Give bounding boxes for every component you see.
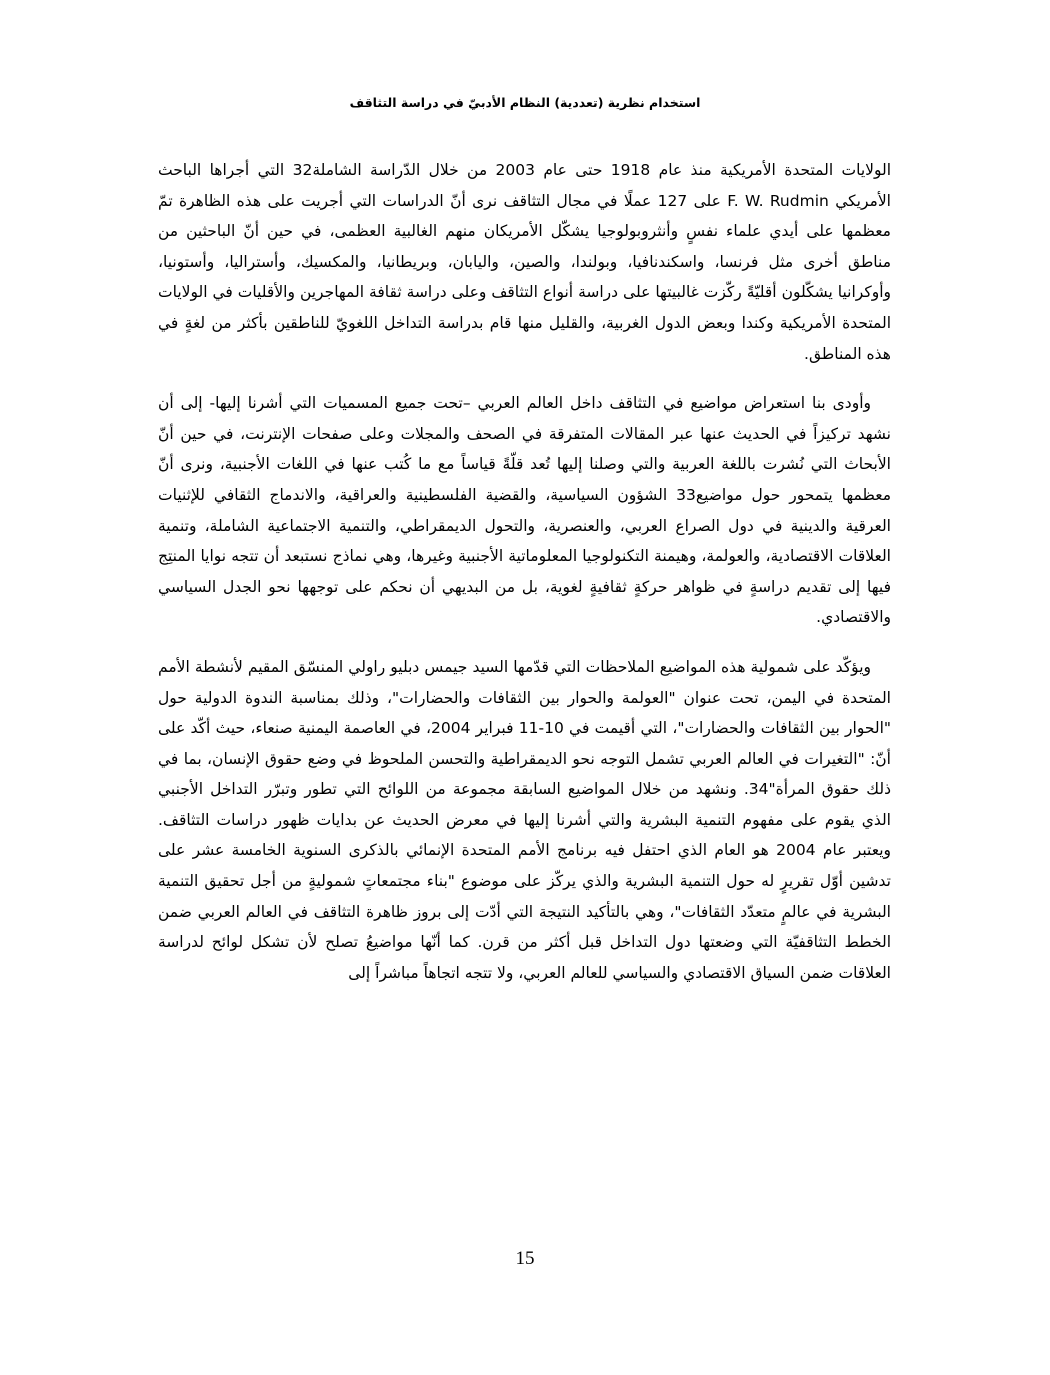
paragraph-2	[158, 388, 891, 633]
page-number: 15	[515, 1248, 535, 1269]
running-header: استخدام نظرية (تعددية) النظام الأدبيّ في دراسة التثاقف	[349, 95, 701, 110]
paragraph-3-text: ويؤكّد على شمولية هذه المواضيع الملاحظات التي قدّمها السيد جيمس دبليو راولي المنسّق المقيم لأنشطة الأمم المتحدة في اليمن، تحت عنوان "العولمة والحوار بين الثقافات والحضارات"، وذلك بمناسبة الندوة الدولية حول "الحوار بين الثقافات والحضارات"، التي أقيمت في 10-11 فبراير 2004، في العاصمة اليمنية صنعاء، حيث أكّد على أنّ: "التغيرات في العالم العربي تشمل التوجه نحو الديمقراطية والتحسن الملحوظ في وضع حقوق الإنسان، بما في ذلك حقوق المرأة"34. ونشهد من خلال المواضيع السابقة مجموعة من اللوائح التي تطور وتبرّر التداخل الأجنبي الذي يقوم على مفهوم التنمية البشرية والتي أشرنا إليها في معرض الحديث عن بدايات ظهور دراسات التثاقف. ويعتبر عام 2004 هو العام الذي احتفل فيه برنامج الأمم المتحدة الإنمائي بالذكرى السنوية الخامسة عشر على تدشين أوّل تقريرٍ له حول التنمية البشرية والذي يركّز على موضوع "بناء مجتمعاتٍ شموليةٍ من أجل تحقيق التنمية البشرية في عالمٍ متعدّد الثقافات"، وهي بالتأكيد النتيجة التي أدّت إلى بروز ظاهرة التثاقف في العالم العربي ضمن الخطط التثاقفيّة التي وضعتها دول التداخل قبل أكثر من قرن. كما أنّها مواضيعُ تصلح لأن تشكل لوائح لدراسة العلاقات ضمن السياق الاقتصادي والسياسي للعالم العربي، ولا تتجه اتجاهاً مباشراً إلى	[158, 657, 892, 982]
paragraph-1-text: الولايات المتحدة الأمريكية منذ عام 1918 حتى عام 2003 من خلال الدّراسة الشاملة32 التي أجراها الباحث الأمريكي F. W. Rudmin على 127 عملًا في مجال التثاقف نرى أنّ الدراسات التي أجريت على هذه الظاهرة تمّ معظمها على أيدي علماء نفسٍ وأنثروبولوجيا يشكّل الأمريكان منهم الغالبية العظمى، في حين أنّ الباحثين من مناطق أخرى مثل فرنسا، واسكندنافيا، وبولندا، والصين، واليابان، وبريطانيا، والمكسيك، وأستراليا، وأستونيا، وأوكرانيا يشكّلون أقليّةً ركّزت غالبيتها على دراسة أنواع التثاقف وعلى دراسة ثقافة المهاجرين والأقليات في الولايات المتحدة الأمريكية وكندا وبعض الدول الغربية، والقليل منها قام بدراسة التداخل اللغويّ للناطقين بأكثر من لغةٍ في هذه المناطق.	[158, 161, 892, 363]
paragraph-2-text: وأودى بنا استعراض مواضيع في التثاقف داخل العالم العربي –تحت جميع المسميات التي أشرنا إليها- إلى أن نشهد تركيزاً في الحديث عنها عبر المقالات المتفرقة في الصحف والمجلات وعلى صفحات الإنترنت، في حين أنّ الأبحاث التي نُشرت باللغة العربية والتي وصلنا إليها تُعد قلّةً قياساً مع ما كُتب عنها في اللغات الأجنبية، ونرى أنّ معظمها يتمحور حول مواضيع33 الشؤون السياسية، والقضية الفلسطينية والعراقية، والاندماج الثقافي للإثنيات العرقية والدينية في دول الصراع العربي، والعنصرية، والتحول الديمقراطي، والتنمية الاجتماعية الشاملة، وتنمية العلاقات الاقتصادية، والعولمة، وهيمنة التكنولوجيا المعلوماتية الأجنبية وغيرها، وهي نماذج نستبعد أن تتجه نوايا المنتِج فيها إلى تقديم دراسةٍ في ظواهر حركةٍ ثقافيةٍ لغوية، بل من البديهي أن نحكم على توجهها نحو الجدل السياسي والاقتصادي.	[158, 394, 892, 627]
body-text	[158, 155, 891, 1007]
paragraph-1	[158, 155, 891, 369]
paragraph-3	[158, 652, 891, 989]
